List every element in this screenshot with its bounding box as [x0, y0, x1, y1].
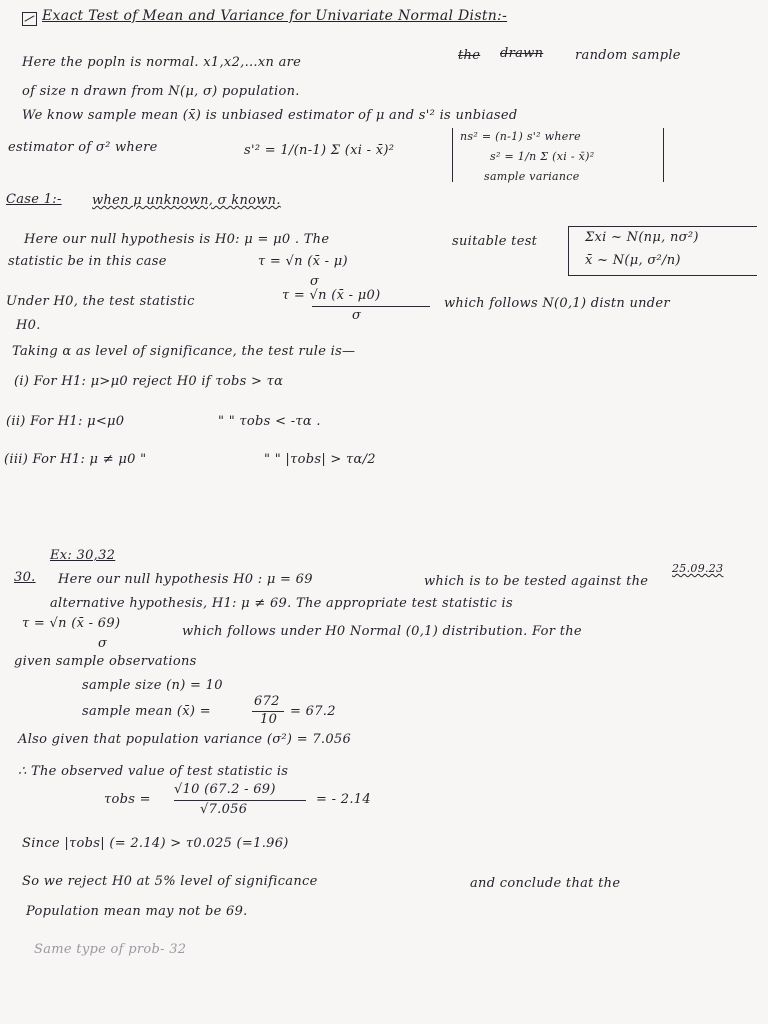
- example-line-10-end: and conclude that the: [470, 876, 621, 891]
- example-line-1: Here our null hypothesis H0 : μ = 69: [58, 572, 313, 587]
- intro-line-2: of size n drawn from N(μ, σ) population.: [22, 84, 300, 99]
- example-line-7: Also given that population variance (σ²) = 7.056: [18, 732, 352, 747]
- rule-3-condition: " " |τobs| > τα/2: [264, 452, 376, 467]
- bracket-line-3: sample variance: [484, 170, 580, 183]
- example-tau-numerator: τ = √n (x̄ - 69): [22, 616, 121, 631]
- example-line-8: ∴ The observed value of test statistic is: [18, 764, 289, 779]
- example-line-3: which follows under H0 Normal (0,1) distribution. For the: [182, 624, 582, 639]
- bracket-line-1: ns² = (n-1) s'² where: [460, 130, 581, 143]
- intro-struck-word-1: the: [458, 48, 481, 63]
- example-line-11: Population mean may not be 69.: [26, 904, 248, 919]
- test-stat-numerator: τ = √n (x̄ - μ0): [282, 288, 381, 303]
- rule-2: (ii) For H1: μ<μ0: [6, 414, 125, 429]
- page-title: Exact Test of Mean and Variance for Univariate Normal Distn:-: [42, 8, 508, 24]
- case-1-line-3-end: which follows N(0,1) distn under: [444, 296, 670, 311]
- tau-obs-numerator: √10 (67.2 - 69): [174, 782, 276, 797]
- tau-formula-numerator: τ = √n (x̄ - μ): [258, 254, 348, 269]
- example-reference: Ex: 30,32: [50, 548, 116, 563]
- problem-number: 30.: [14, 570, 36, 585]
- case-1-line-4: Taking α as level of significance, the test rule is—: [12, 344, 356, 359]
- example-line-10: So we reject H0 at 5% level of significance: [22, 874, 318, 889]
- case-1-h0: H0.: [16, 318, 41, 333]
- case-1-line-1: Here our null hypothesis is H0: μ = μ0 . The: [24, 232, 330, 247]
- tau-obs-value: = - 2.14: [316, 792, 371, 807]
- distribution-sum: Σxi ~ N(nμ, nσ²): [585, 230, 699, 245]
- intro-line-4: estimator of σ² where: [8, 140, 158, 155]
- example-tau-denominator: σ: [98, 636, 108, 651]
- intro-line-3: We know sample mean (x̄) is unbiased estimator of μ and s'² is unbiased: [22, 108, 518, 123]
- example-line-2: alternative hypothesis, H1: μ ≠ 69. The appropriate test statistic is: [50, 596, 513, 611]
- case-1-line-2: statistic be in this case: [8, 254, 167, 269]
- example-line-5: sample size (n) = 10: [82, 678, 223, 693]
- tau-obs-fraction-bar: [174, 800, 306, 801]
- tau-formula-denominator: σ: [310, 274, 320, 289]
- example-line-6: sample mean (x̄) =: [82, 704, 211, 719]
- example-line-1-end: which is to be tested against the: [424, 574, 649, 589]
- mean-fraction-denominator: 10: [260, 712, 278, 727]
- intro-formula: s'² = 1/(n-1) Σ (xi - x̄)²: [244, 143, 395, 158]
- bracket-line-2: s² = 1/n Σ (xi - x̄)²: [490, 150, 595, 163]
- mean-value: = 67.2: [290, 704, 336, 719]
- example-line-9: Since |τobs| (= 2.14) > τ0.025 (=1.96): [22, 836, 289, 851]
- tau-obs-denominator: √7.056: [200, 802, 248, 817]
- tau-obs-label: τobs =: [104, 792, 151, 807]
- rule-2-condition: " " τobs < -τα .: [218, 414, 321, 429]
- case-1-line-3: Under H0, the test statistic: [6, 294, 195, 309]
- example-line-4: given sample observations: [14, 654, 197, 669]
- rule-1: (i) For H1: μ>μ0 reject H0 if τobs > τα: [14, 374, 284, 389]
- fraction-bar: [312, 306, 430, 307]
- mean-fraction-numerator: 672: [254, 694, 280, 709]
- case-1-line-1-end: suitable test: [452, 234, 538, 249]
- intro-line-1-end: random sample: [575, 48, 681, 63]
- example-footer-note: Same type of prob- 32: [34, 942, 187, 957]
- rule-3: (iii) For H1: μ ≠ μ0 ": [4, 452, 147, 467]
- checkbox-icon: [22, 12, 37, 26]
- date-note: 25.09.23: [672, 562, 724, 575]
- test-stat-denominator: σ: [352, 308, 362, 323]
- case-1-label: Case 1:-: [6, 192, 62, 207]
- distribution-mean: x̄ ~ N(μ, σ²/n): [585, 253, 681, 268]
- intro-struck-word-2: drawn: [500, 46, 544, 61]
- case-1-condition: when μ unknown, σ known.: [92, 193, 281, 208]
- intro-line-1: Here the popln is normal. x1,x2,...xn are: [22, 55, 302, 70]
